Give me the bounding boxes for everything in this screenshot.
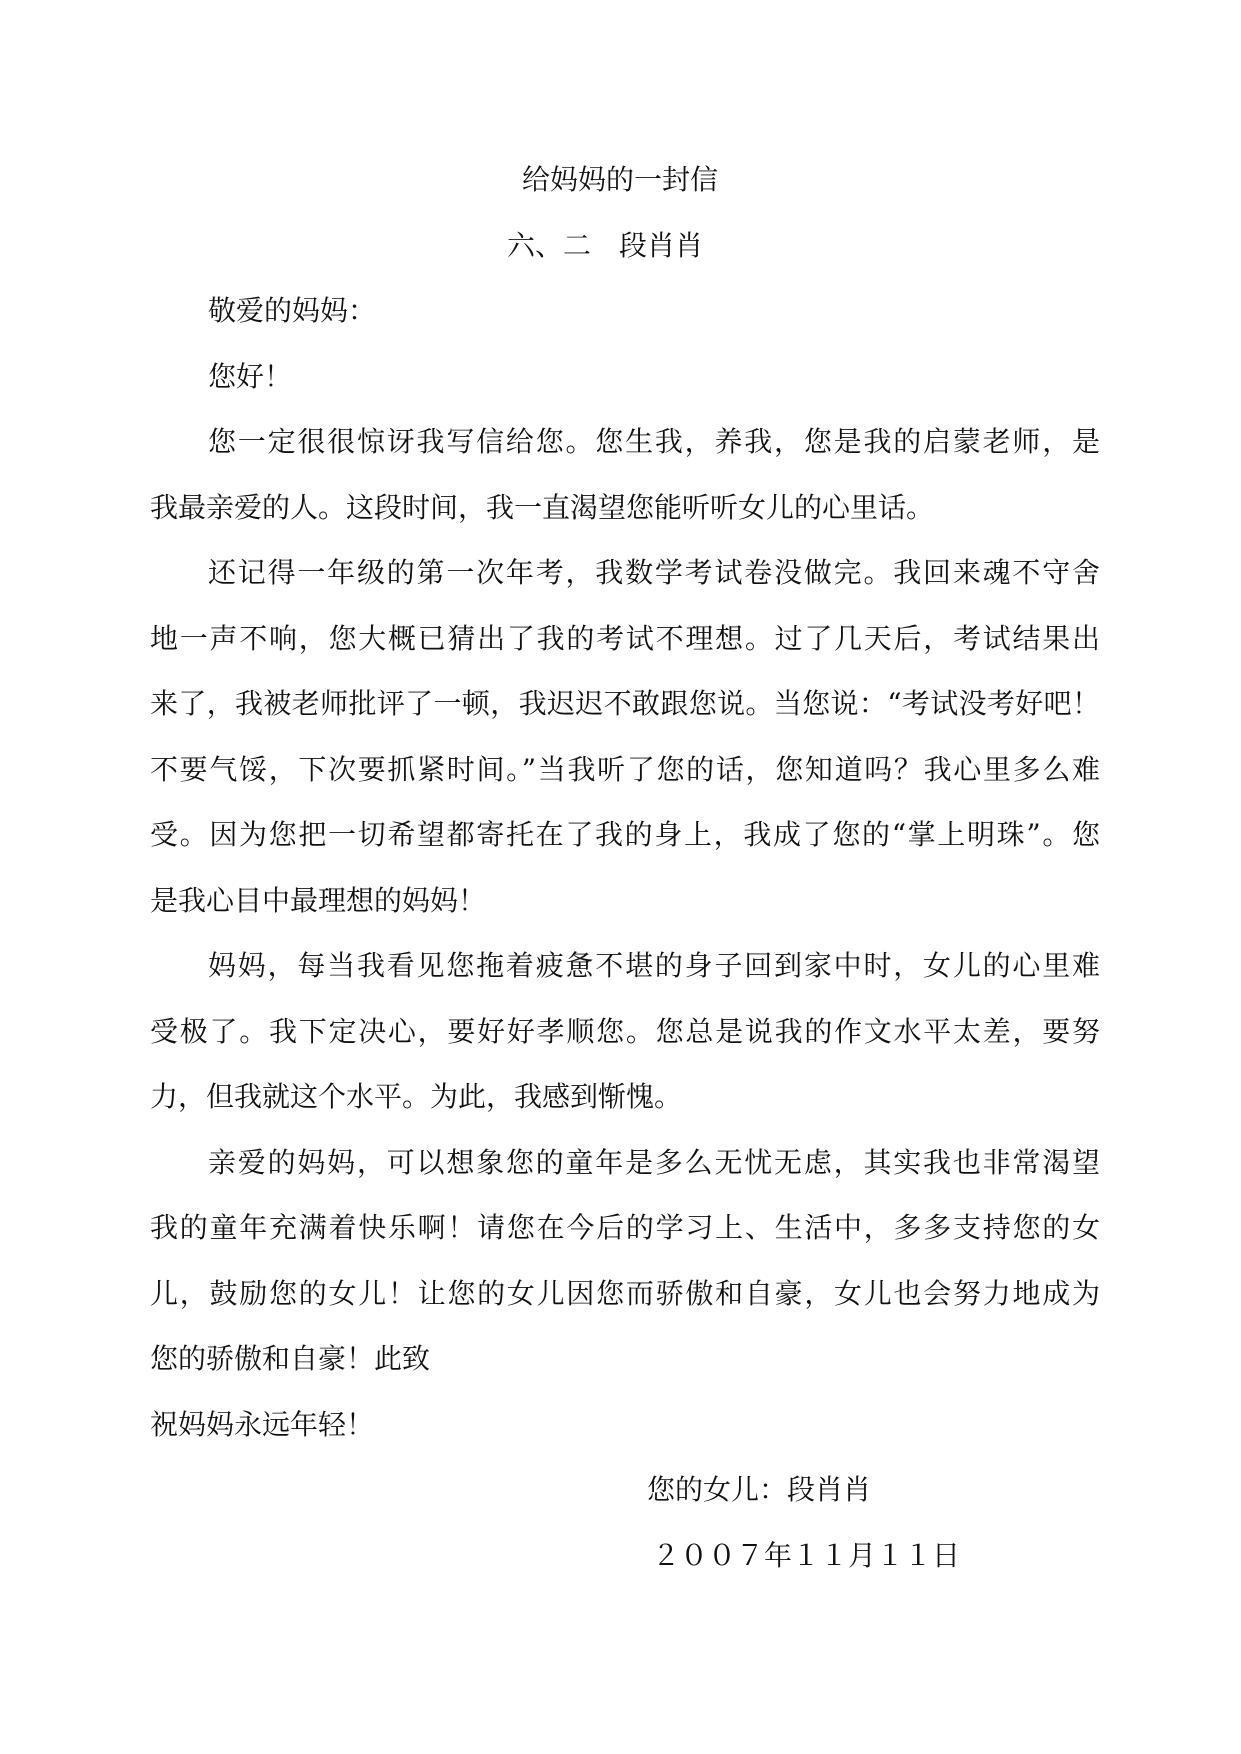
paragraph-4: [150, 1130, 1100, 1392]
paragraph-line: 不要气馁，下次要抓紧时间。”当我听了您的话，您知道吗？我心里多么难: [150, 752, 1100, 786]
letter-body: [150, 147, 1100, 1588]
closing-wish: 祝妈妈永远年轻！: [150, 1407, 375, 1441]
signature: 您的女儿：段肖肖: [647, 1473, 872, 1506]
paragraph-line: 儿，鼓励您的女儿！让您的女儿因您而骄傲和自豪，女儿也会努力地成为: [150, 1276, 1100, 1310]
paragraph-line: 您一定很很惊讶我写信给您。您生我，养我，您是我的启蒙老师，是: [208, 425, 1100, 458]
paragraph-line: 是我心目中最理想的妈妈！: [150, 883, 487, 917]
paragraph-line: 您的骄傲和自豪！此致: [150, 1342, 431, 1375]
paragraph-line: 来了，我被老师批评了一顿，我迟迟不敢跟您说。当您说：“考试没考好吧！: [150, 687, 1100, 720]
paragraph-line: 亲爱的妈妈，可以想象您的童年是多么无忧无虑，其实我也非常渴望: [208, 1145, 1100, 1179]
paragraph-3: [150, 933, 1100, 1130]
paragraph-1: [150, 409, 1100, 540]
letter-date: ２００７年１１月１１日: [652, 1538, 961, 1572]
paragraph-line: 妈妈，每当我看见您拖着疲惫不堪的身子回到家中时，女儿的心里难: [208, 949, 1100, 982]
paragraph-2: [150, 540, 1100, 933]
paragraph-line: 还记得一年级的第一次年考，我数学考试卷没做完。我回来魂不守舍: [208, 556, 1100, 589]
paragraph-line: 受极了。我下定决心，要好好孝顺您。您总是说我的作文水平太差，要努: [150, 1014, 1100, 1048]
author-line: 六、二 段肖肖: [506, 228, 703, 262]
letter-title: 给妈妈的一封信: [521, 163, 718, 196]
greeting: 您好！: [208, 359, 293, 393]
paragraph-line: 受。因为您把一切希望都寄托在了我的身上，我成了您的“掌上明珠”。您: [150, 818, 1100, 851]
paragraph-line: 我最亲爱的人。这段时间，我一直渴望您能听听女儿的心里话。: [150, 490, 935, 524]
paragraph-line: 我的童年充满着快乐啊！请您在今后的学习上、生活中，多多支持您的女: [150, 1211, 1100, 1244]
paragraph-line: 地一声不响，您大概已猜出了我的考试不理想。过了几天后，考试结果出: [150, 621, 1100, 655]
salutation: 敬爱的妈妈：: [208, 294, 377, 327]
paragraph-line: 力，但我就这个水平。为此，我感到惭愧。: [150, 1080, 683, 1113]
